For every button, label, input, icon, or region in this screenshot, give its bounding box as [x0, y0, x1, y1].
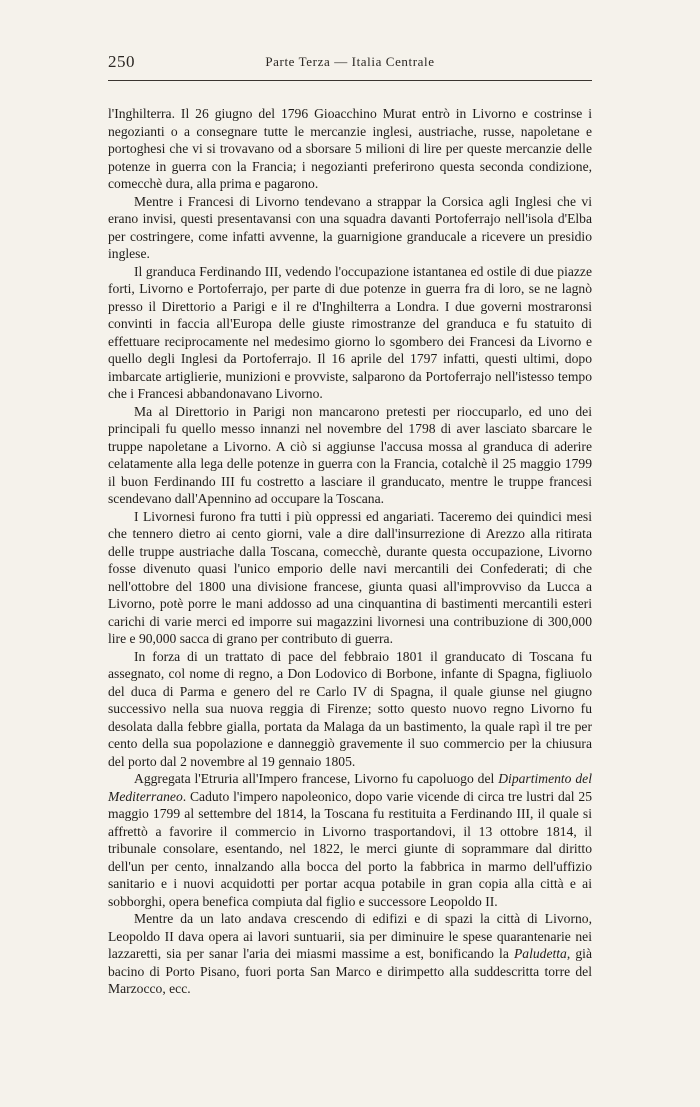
running-title: Parte Terza — Italia Centrale — [265, 54, 435, 69]
paragraph-text: Aggregata l'Etruria all'Impero francese, Livorno fu capoluogo del — [134, 771, 499, 786]
paragraph — [108, 263, 592, 403]
body-text — [108, 105, 592, 998]
header-rule — [108, 80, 592, 81]
paragraph-text: In forza di un trattato di pace del febbraio 1801 il granducato di Toscana fu assegnato, col nome di regno, a Don Lodovico di Borbone, infante di Spagna, figliuolo del duca di Parma e genero del re Carlo IV di Spagna, il quale giunse nel giugno successivo nella sua nuova reggia di Firenze; sotto questo nuovo regno Livorno fu desolata dalla febbre gialla, portata da Malaga da un bastimento, la quale rapì il tre per cento della sua popolazione e danneggiò gravemente il suo commercio per la chiusura del porto dal 2 novembre al 19 gennaio 1805. — [108, 648, 592, 769]
paragraph-text: l'Inghilterra. Il 26 giugno del 1796 Gioacchino Murat entrò in Livorno e costrinse i negozianti o a consegnare tutte le mercanzie inglesi, austriache, russe, napoletane e portoghesi che vi si trovavano od a sborsare 5 milioni di lire per queste mercanzie delle potenze in guerra con la Francia; i negozianti preferirono questa seconda condizione, comecchè dura, alla prima e pagarono. — [108, 106, 592, 191]
paragraph-text: Ma al Direttorio in Parigi non mancarono pretesti per rioccuparlo, ed uno dei principali fu quello messo innanzi nel novembre del 1798 di aver lasciato sbarcare le truppe napoletane a Livorno. A ciò si aggiunse l'accusa mossa al granduca di aderire celatamente alla lega delle potenze in guerra con la Francia, cotalchè il 25 maggio 1799 il buon Ferdinando III fu costretto a lasciare il granducato, mentre le truppe francesi scendevano dall'Apennino ad occupare la Toscana. — [108, 403, 592, 506]
paragraph-text: Mentre da un lato andava crescendo di edifizi e di spazi la città di Livorno, Leopoldo II dava opera ai lavori suntuarii, sia per diminuire le spese quarantenarie nei lazzaretti, sia per sanar l'aria dei miasmi massime a est, bonificando la — [108, 911, 592, 961]
paragraph-text: Il granduca Ferdinando III, vedendo l'occupazione istantanea ed ostile di due piazze forti, Livorno e Portoferrajo, per parte di due potenze in guerra fra di loro, se ne lagnò presso il Direttorio a Parigi e il re d'Inghilterra a Londra. I due governi mostraronsi convinti in faccia all'Europa delle giuste rimostranze del granduca e fu statuito di effettuare reciprocamente nel medesimo giorno lo sgombero dei Francesi da Livorno e quello degli Inglesi da Portoferrajo. Il 16 aprile del 1797 infatti, questi ultimi, dopo imbarcate artiglierie, munizioni e provviste, salparono da Portoferrajo nell'istesso tempo che i Francesi abbandonavano Livorno. — [108, 263, 592, 401]
paragraph — [108, 648, 592, 771]
paragraph — [108, 403, 592, 508]
paragraph — [108, 508, 592, 648]
paragraph — [108, 910, 592, 998]
italic-text: Paludetta — [514, 946, 567, 961]
paragraph-text: I Livornesi furono fra tutti i più oppressi ed angariati. Taceremo dei quindici mesi che tennero dietro ai cento giorni, vale a dire dall'insurrezione di Arezzo alla ritirata delle truppe austriache dalla Toscana, comecchè, durante questa occupazione, Livorno fosse divenuto quasi l'unico emporio delle navi mercantili dei Confederati; di che nell'ottobre del 1800 una divisione francese, giunta quasi all'improvviso da Lucca a Livorno, potè porre le mani addosso ad una cinquantina di bastimenti mercantili esteri carichi di varie merci ed imporre sui magazzini livornesi una contribuzione di 300,000 lire e 90,000 sacca di grano per contributo di guerra. — [108, 508, 592, 646]
italic-text: Dipartimento del Mediterraneo — [108, 771, 592, 804]
page-number: 250 — [108, 52, 135, 71]
paragraph-text: Mentre i Francesi di Livorno tendevano a strappar la Corsica agli Inglesi che vi erano invisi, questi presentavansi con una squadra davanti Portoferrajo nell'isola d'Elba per costringere, come infatti avvenne, la guarnigione granducale a ricevere un presidio inglese. — [108, 193, 592, 261]
paragraph — [108, 193, 592, 263]
running-head — [108, 52, 592, 74]
paragraph-text: , già bacino di Porto Pisano, fuori porta San Marco e dirimpetto alla suddescritta torre del Marzocco, ecc. — [108, 946, 592, 996]
paragraph-text: . Caduto l'impero napoleonico, dopo varie vicende di circa tre lustri dal 25 maggio 1799 al settembre del 1814, la Toscana fu restituita a Ferdinando III, il quale si affrettò a favorire il commercio in Livorno trasportandovi, il 13 ottobre 1814, il tribunale consolare, esentando, nel 1822, le merci giunte di soprammare dal diritto dell'un per cento, innalzando alla bocca del porto la fabbrica in marmo dell'uffizio sanitario e i nuovi acquidotti per portar acqua potabile in gran copia alla città e ai sobborghi, opera benefica compiuta dal figlio e successore Leopoldo II. — [108, 788, 592, 909]
paragraph — [108, 770, 592, 910]
paragraph — [108, 105, 592, 193]
